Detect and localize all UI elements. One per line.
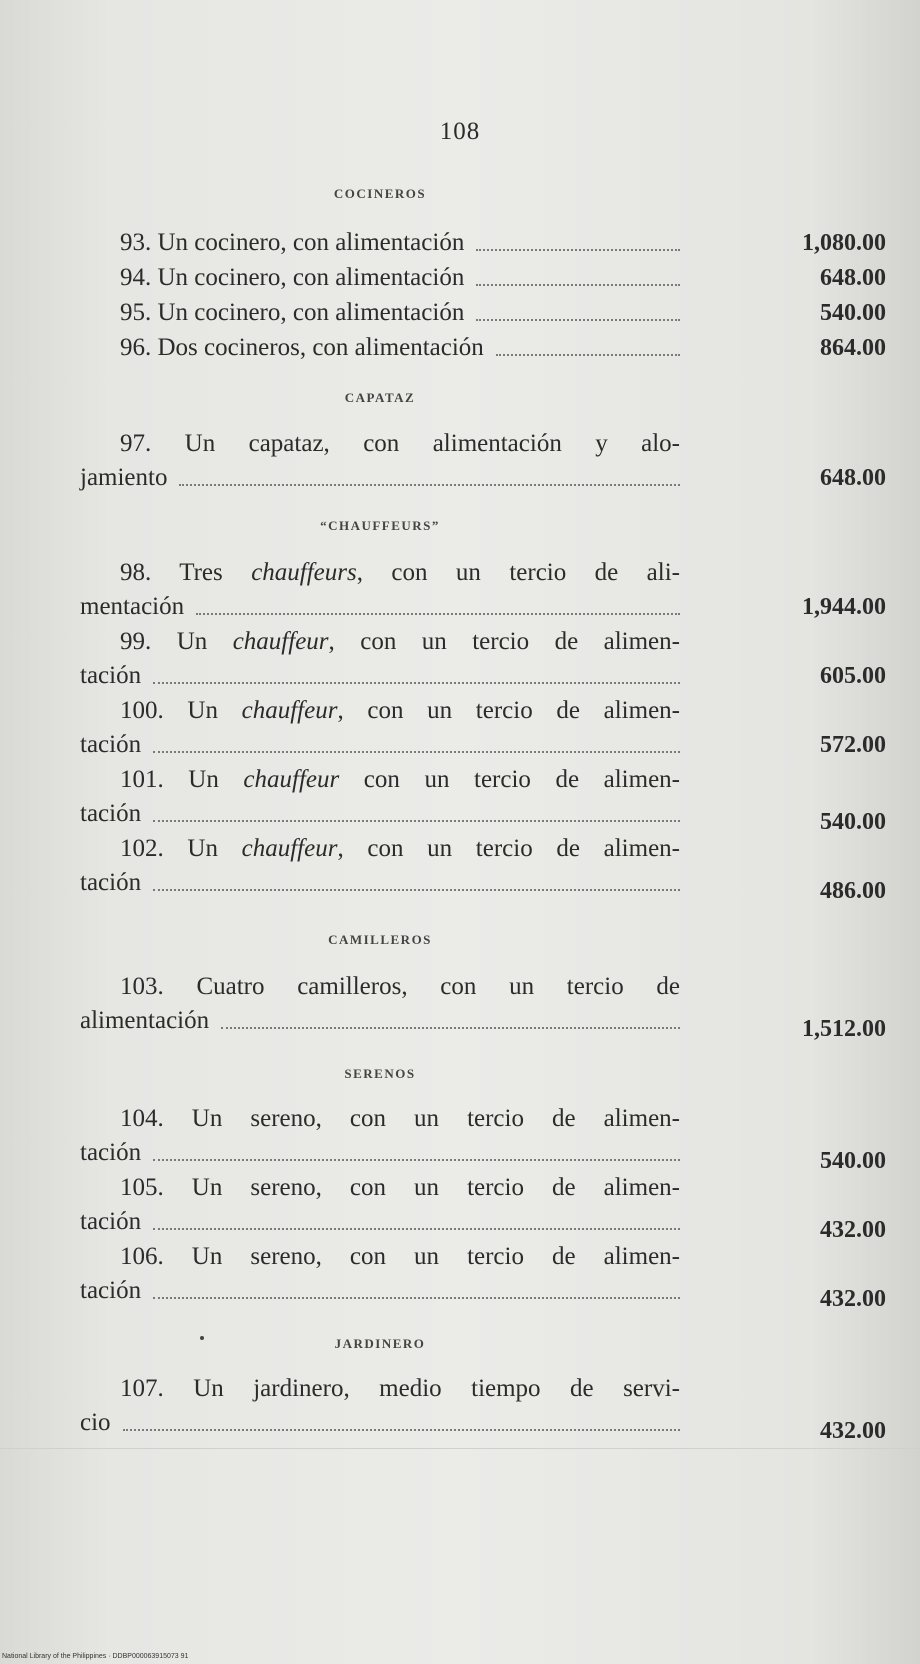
item-text-pre: 101. Un: [120, 766, 244, 793]
item-text: 96. Dos cocineros, con alimentación: [120, 334, 484, 361]
item-text-line1: [80, 694, 680, 728]
item-text: 94. Un cocinero, con alimentación: [120, 264, 465, 291]
item-amount: 432.00: [820, 1286, 886, 1312]
list-item: [80, 1171, 886, 1243]
item-text-line1: 97. Un capataz, con alimentación y alo-: [120, 430, 680, 457]
item-amount: 540.00: [820, 1148, 886, 1174]
list-item: [80, 1240, 886, 1312]
dot-leader: [179, 483, 680, 486]
item-text-line2: tación: [80, 1277, 142, 1304]
dot-leader: [476, 318, 680, 321]
item-text-line1: 103. Cuatro camilleros, con un tercio de: [120, 973, 680, 1000]
list-item: [80, 226, 886, 260]
scan-footer: National Library of the Philippines · DDBP000063915073 91: [2, 1653, 189, 1660]
item-text-line2: tación: [80, 1208, 142, 1235]
item-text-pre: 98. Tres: [120, 559, 252, 586]
item-amount: 486.00: [820, 878, 886, 904]
item-amount: 1,944.00: [802, 594, 886, 620]
dot-leader: [153, 1158, 680, 1161]
item-text-post: , con un tercio de ali-: [356, 559, 680, 586]
item-text-line2: alimentación: [80, 1007, 210, 1034]
item-amount: 648.00: [820, 465, 886, 491]
dot-leader: [196, 612, 680, 615]
item-text-line2: tación: [80, 800, 142, 827]
item-amount: 648.00: [820, 265, 886, 291]
item-amount: 540.00: [820, 300, 886, 326]
item-text-post: , con un tercio de alimen-: [328, 628, 680, 655]
item-amount: 432.00: [820, 1418, 886, 1444]
dot-leader: [153, 750, 680, 753]
list-item: [80, 261, 886, 295]
list-item: [80, 625, 886, 693]
page-number: 108: [439, 118, 481, 145]
item-amount: 540.00: [820, 809, 886, 835]
item-text-pre: 99. Un: [120, 628, 233, 655]
item-text-line1: 105. Un sereno, con un tercio de alimen-: [120, 1174, 680, 1201]
item-text-post: , con un tercio de alimen-: [337, 697, 680, 724]
dot-leader: [153, 1296, 680, 1299]
item-text-line2: tación: [80, 662, 142, 689]
dot-leader: [153, 1227, 680, 1230]
item-text-line1: 106. Un sereno, con un tercio de alimen-: [120, 1243, 680, 1270]
list-item: [80, 556, 886, 624]
item-amount: 572.00: [820, 732, 886, 758]
item-text-pre: 100. Un: [120, 697, 242, 724]
list-item: [80, 1372, 886, 1444]
page-edge-divider: [0, 1448, 920, 1449]
list-item: [80, 832, 886, 904]
item-text-line2: tación: [80, 869, 142, 896]
dot-leader: [496, 353, 680, 356]
item-text-line1: [80, 556, 680, 590]
item-text-italic: chauffeur: [243, 766, 340, 793]
dot-leader: [123, 1428, 680, 1431]
item-text-italic: chauffeur: [241, 697, 338, 724]
section-heading-cocineros: COCINEROS: [333, 186, 427, 201]
section-heading-jardinero: JARDINERO: [334, 1336, 426, 1351]
item-text-pre: 102. Un: [120, 835, 242, 862]
item-text-italic: chauffeurs: [251, 559, 357, 586]
dot-leader: [221, 1026, 680, 1029]
item-text-line2: tación: [80, 731, 142, 758]
list-item: [80, 763, 886, 835]
dot-leader: [476, 248, 680, 251]
item-text: 93. Un cocinero, con alimentación: [120, 229, 465, 256]
item-text-line1: [80, 763, 680, 797]
section-heading-chauffeurs: “CHAUFFEURS”: [320, 518, 440, 533]
dot-leader: [476, 283, 680, 286]
item-text-line1: [80, 832, 680, 866]
section-heading-serenos: SERENOS: [344, 1066, 416, 1081]
section-heading-camilleros: CAMILLEROS: [328, 932, 432, 947]
item-text: 95. Un cocinero, con alimentación: [120, 299, 465, 326]
item-text-post: con un tercio de alimen-: [339, 766, 680, 793]
item-text-post: , con un tercio de alimen-: [337, 835, 680, 862]
list-item: [80, 970, 886, 1042]
dot-leader: [153, 819, 680, 822]
list-item: [80, 296, 886, 330]
item-amount: 864.00: [820, 335, 886, 361]
item-text-italic: chauffeur: [232, 628, 329, 655]
dot-leader: [153, 681, 680, 684]
list-item: [80, 331, 886, 365]
item-text-line2: mentación: [80, 593, 185, 620]
list-item: [80, 1102, 886, 1174]
dot-leader: [153, 888, 680, 891]
item-text-line2: tación: [80, 1139, 142, 1166]
item-text-line1: 104. Un sereno, con un tercio de alimen-: [120, 1105, 680, 1132]
section-heading-capataz: CAPATAZ: [344, 390, 416, 405]
item-amount: 1,080.00: [802, 230, 886, 256]
item-text-line2: jamiento: [80, 464, 168, 491]
list-item: [80, 694, 886, 762]
item-amount: 432.00: [820, 1217, 886, 1243]
item-text-line1: 107. Un jardinero, medio tiempo de servi-: [120, 1375, 680, 1402]
item-amount: 1,512.00: [802, 1016, 886, 1042]
item-text-line2: cio: [80, 1409, 111, 1436]
list-item: [80, 427, 886, 495]
item-amount: 605.00: [820, 663, 886, 689]
item-text-line1: [80, 625, 680, 659]
item-text-italic: chauffeur: [241, 835, 338, 862]
